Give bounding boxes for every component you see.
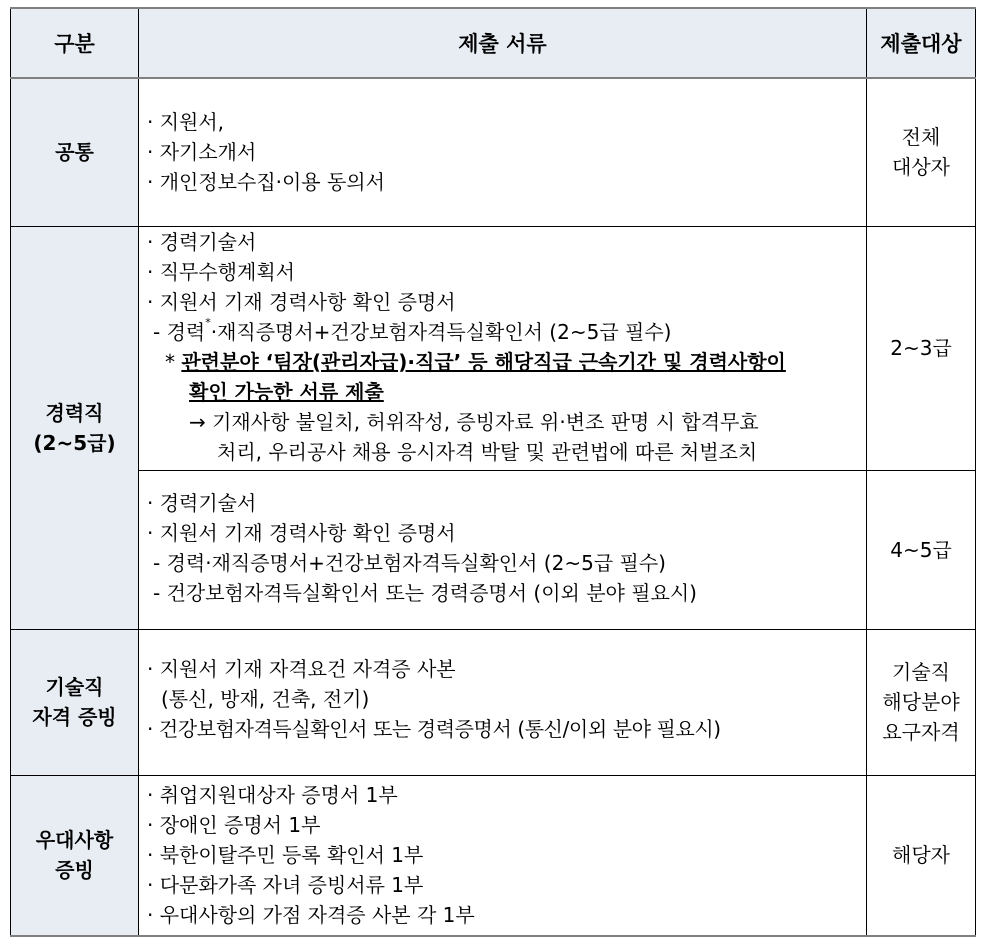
header-row [11,8,976,78]
row-common [11,78,976,226]
header-documents: 제출 서류 [139,8,867,78]
doc-warning: → 기재사항 불일치, 허위작성, 증빙자료 위·변조 판명 시 합격무효 [189,409,759,434]
category-technical [11,629,139,775]
doc-item: · 지원서 기재 자격요건 자격증 사본 [147,656,456,681]
target-line: 요구자격 [882,720,960,744]
footnote-mark: * [205,315,211,329]
docs-career-grade-2-3 [139,226,867,470]
doc-item: · 장애인 증명서 1부 [147,812,321,837]
note-text: 관련분야 ‘팀장(관리자급)·직급’ 등 해당직급 근속기간 및 경력사항이 [181,349,786,374]
target-career-grade-4-5: 4~5급 [867,470,976,629]
doc-note [147,347,860,377]
doc-subitem: - 경력·재직증명서+건강보험자격득실확인서 (2~5급 필수) [153,550,666,575]
doc-item: · 취업지원대상자 증명서 1부 [147,782,398,807]
row-career-grade-2-3 [11,226,976,470]
category-preference [11,775,139,936]
category-line: 기술직 [45,675,104,699]
category-line: 우대사항 [35,828,114,853]
docs-preference [139,775,867,936]
row-preference [11,775,976,936]
sub-text: ·재직증명서+건강보험자격득실확인서 (2~5급 필수) [210,319,672,344]
target-line: 대상자 [892,155,950,180]
header-target: 제출대상 [867,8,976,78]
doc-item: · 지원서 기재 경력사항 확인 증명서 [147,520,456,545]
doc-item: · 경력기술서 [147,490,257,515]
target-technical [867,629,976,775]
doc-subitem: - 건강보험자격득실확인서 또는 경력증명서 (이외 분야 필요시) [153,580,697,605]
doc-item: · 지원서, [147,110,225,134]
doc-item: · 북한이탈주민 등록 확인서 1부 [147,842,424,867]
note-mark: * [165,349,182,374]
category-line: 자격 증빙 [32,705,117,729]
doc-item: · 우대사항의 가점 자격증 사본 각 1부 [147,902,475,927]
category-line: 경력직 [45,400,104,425]
sub-prefix: - 경력 [153,319,206,344]
doc-item: · 다문화가족 자녀 증빙서류 1부 [147,872,424,897]
doc-item: · 직무수행계획서 [147,259,295,284]
row-technical [11,629,976,775]
target-common [867,78,976,226]
submission-documents-table [10,7,976,937]
doc-item: · 개인정보수집·이용 동의서 [147,170,385,194]
category-line: (2~5급) [33,430,116,455]
doc-subitem [147,317,860,347]
doc-item: · 자기소개서 [147,140,257,164]
doc-item: · 지원서 기재 경력사항 확인 증명서 [147,289,456,314]
row-career-grade-4-5 [11,470,976,629]
header-category: 구분 [11,8,139,78]
docs-career-grade-4-5 [139,470,867,629]
category-career [11,226,139,629]
doc-item: · 경력기술서 [147,229,257,254]
target-preference: 해당자 [867,775,976,936]
doc-warning-cont: 처리, 우리공사 채용 응시자격 박탈 및 관련법에 따른 처벌조치 [217,439,758,464]
target-line: 전체 [901,125,941,150]
target-career-grade-2-3: 2~3급 [867,226,976,470]
target-line: 기술직 [892,660,950,684]
doc-item-cont: (통신, 방재, 건축, 전기) [161,686,370,711]
category-common: 공통 [11,78,139,226]
docs-common [139,78,867,226]
docs-technical [139,629,867,775]
target-line: 해당분야 [882,690,960,714]
note-text: 확인 가능한 서류 제출 [189,379,384,404]
doc-item: · 건강보험자격득실확인서 또는 경력증명서 (통신/이외 분야 필요시) [147,716,721,741]
category-line: 증빙 [55,858,94,883]
doc-note-cont [147,377,860,407]
